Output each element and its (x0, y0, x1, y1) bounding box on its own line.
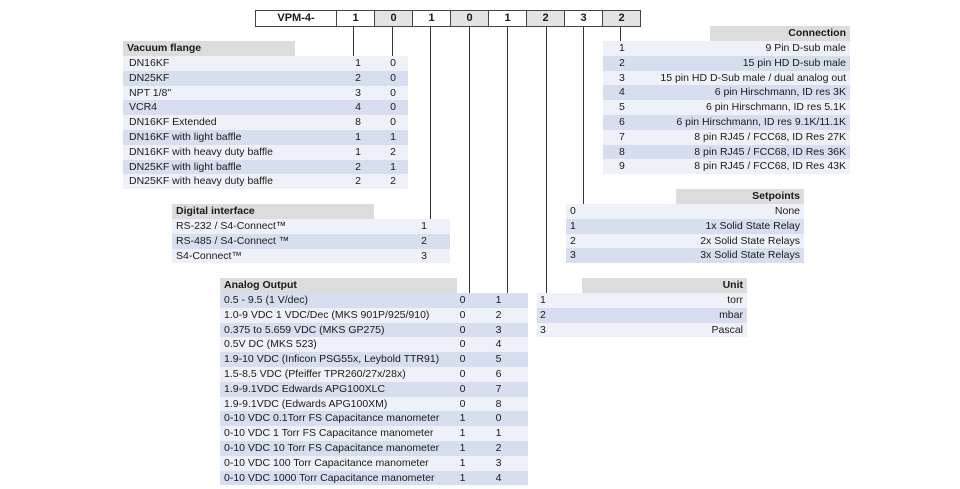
table-row: 2 15 pin HD D-sub male (603, 56, 850, 71)
table-row: 0-10 VDC 10 Torr FS Capacitance manometer 1 2 (220, 441, 528, 456)
table-row: 6 6 pin Hirschmann, ID res 9.1K/11.1K (603, 115, 850, 130)
table-title: Digital interface (172, 204, 374, 219)
digital-interface-table (172, 204, 450, 263)
connection-table (603, 26, 850, 174)
digit-1: 1 (336, 11, 374, 26)
table-title: Unit (582, 278, 747, 293)
table-row: 2 2x Solid State Relays (566, 234, 804, 249)
table-row: 7 8 pin RJ45 / FCC68, ID Res 27K (603, 130, 850, 145)
table-row: 1.0-9 VDC 1 VDC/Dec (MKS 901P/925/910) 0 2 (220, 308, 528, 323)
digit-5: 1 (488, 11, 526, 26)
table-row: DN16KF 1 0 (123, 56, 408, 71)
analog-output-table (220, 278, 528, 485)
part-number-prefix: VPM-4- (256, 11, 336, 26)
table-row: DN25KF 2 0 (123, 71, 408, 86)
table-row: NPT 1/8" 3 0 (123, 86, 408, 101)
table-row: 0.5V DC (MKS 523) 0 4 (220, 337, 528, 352)
table-row: DN16KF with heavy duty baffle 1 2 (123, 145, 408, 160)
table-row: 5 6 pin Hirschmann, ID res 5.1K (603, 100, 850, 115)
digit-3: 1 (412, 11, 450, 26)
table-row: 1.9-9.1VDC Edwards APG100XLC 0 7 (220, 382, 528, 397)
table-row: DN16KF Extended 8 0 (123, 115, 408, 130)
table-row: VCR4 4 0 (123, 100, 408, 115)
vacuum-flange-table (123, 41, 408, 189)
table-row: 3 15 pin HD D-Sub male / dual analog out (603, 71, 850, 86)
connector-line (469, 27, 470, 294)
table-row: RS-232 / S4-Connect™ 1 (172, 219, 450, 234)
table-title: Vacuum flange (123, 41, 295, 56)
table-row: 1 torr (537, 293, 747, 308)
table-row: 4 6 pin Hirschmann, ID res 3K (603, 85, 850, 100)
connector-line (430, 27, 431, 220)
table-title: Setpoints (676, 189, 804, 204)
table-row: 8 8 pin RJ45 / FCC68, ID Res 36K (603, 145, 850, 160)
table-row: 2 mbar (537, 308, 747, 323)
table-row: 3 Pascal (537, 323, 747, 338)
table-row: 0 None (566, 204, 804, 219)
unit-table (537, 278, 747, 337)
table-title: Analog Output (220, 278, 457, 293)
digit-2: 0 (374, 11, 412, 26)
table-row: 1.9-10 VDC (Inficon PSG55x, Leybold TTR91) 0 5 (220, 352, 528, 367)
table-row: 0-10 VDC 100 Torr Capacitance manometer 1 3 (220, 456, 528, 471)
part-number-bar (255, 10, 641, 27)
table-row: 1.5-8.5 VDC (Pfeiffer TPR260/27x/28x) 0 6 (220, 367, 528, 382)
connector-line (583, 27, 584, 205)
digit-8: 2 (602, 11, 640, 26)
table-row: 9 8 pin RJ45 / FCC68, ID Res 43K (603, 159, 850, 174)
connector-line (507, 27, 508, 294)
table-row: S4-Connect™ 3 (172, 249, 450, 264)
table-row: DN25KF with heavy duty baffle 2 2 (123, 174, 408, 189)
table-title: Connection (710, 26, 850, 41)
table-row: DN16KF with light baffle 1 1 (123, 130, 408, 145)
table-row: 0-10 VDC 1000 Torr Capacitance manometer 1 4 (220, 471, 528, 486)
digit-7: 3 (564, 11, 602, 26)
table-row: 0-10 VDC 1 Torr FS Capacitance manometer 1 1 (220, 426, 528, 441)
table-row: 0.5 - 9.5 (1 V/dec) 0 1 (220, 293, 528, 308)
setpoints-table (566, 189, 804, 263)
table-row: 0-10 VDC 0.1Torr FS Capacitance manometer 1 0 (220, 411, 528, 426)
table-row: 1 9 Pin D-sub male (603, 41, 850, 56)
table-row: DN25KF with light baffle 2 1 (123, 160, 408, 175)
connector-line (546, 27, 547, 294)
digit-4: 0 (450, 11, 488, 26)
table-row: RS-485 / S4-Connect ™ 2 (172, 234, 450, 249)
digit-6: 2 (526, 11, 564, 26)
table-row: 3 3x Solid State Relays (566, 248, 804, 263)
table-row: 0.375 to 5.659 VDC (MKS GP275) 0 3 (220, 323, 528, 338)
table-row: 1.9-9.1VDC (Edwards APG100XM) 0 8 (220, 397, 528, 412)
table-row: 1 1x Solid State Relay (566, 219, 804, 234)
